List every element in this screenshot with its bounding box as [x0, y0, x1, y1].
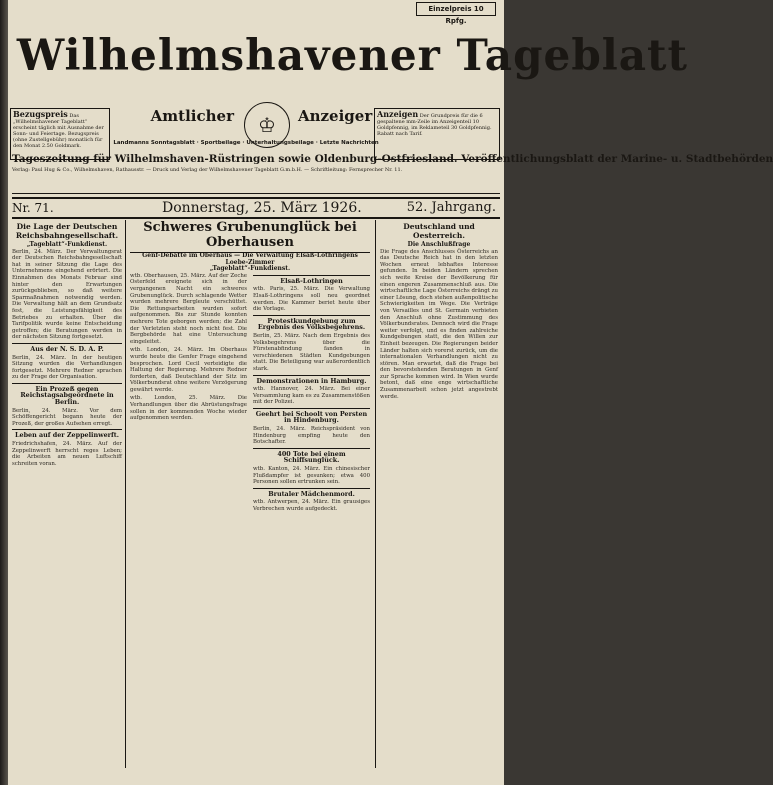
article-headline: Protestkundgebung zum Ergebnis des Volksbegehrens. [253, 315, 370, 331]
article-body: Berlin, 24. März. Reichspräsident von Hindenburg empfing heute den Botschafter. [253, 426, 370, 446]
article-body: wtb. London, 24. März. Im Oberhaus wurde heute die Genfer Frage eingehend besprochen. Lord Cecil verteidigte die Haltung der Regierung. Mehrere Redner forderten, daß Deutschland der Sitz im Völkerbundsrat ohne weitere Verzögerung gewährt werde. [130, 347, 247, 393]
ear-right-title: Anzeigen [377, 109, 419, 119]
article-subhead: Die Anschlußfrage [407, 241, 471, 248]
publisher-line: Verlag: Paul Hug & Co., Wilhelmshaven, Rathausstr. — Druck und Verlag der Wilhelmshavener Tageblatt G.m.b.H. — Schriftleitung: Fernsprecher Nr. 11. [12, 167, 500, 194]
article-headline: Deutschland und Oesterreich. [403, 222, 475, 240]
article-headline: Ein Prozeß gegen Reichstagsabgeordnete in Berlin. [12, 383, 122, 406]
tagline: Tageszeitung für Wilhelmshaven-Rüstringen sowie Oldenburg-Ostfriesland. Veröffentlichungsblatt der Marine- u. Stadtbehörden [12, 153, 773, 165]
article-body: Berlin, 24. März. In der heutigen Sitzung wurden die Verhandlungen fortgesetzt. Mehrere Redner sprachen zu der Frage der Organisation. [12, 354, 122, 381]
lead-column-right [253, 273, 370, 515]
article-body: Die Frage des Anschlusses Österreichs an das Deutsche Reich hat in den letzten Wochen erneut lebhaftes Interesse gefunden. In beiden Ländern sprechen sich weite Kreise der Bevölkerung für einen engeren Zusammenschluß aus. Die wirtschaftliche Lage Österreichs drängt zu einer Lösung, doch stehen außenpolitische Schwierigkeiten im Wege. Die Verträge von Versailles und St. Germain verbieten den Anschluß ohne Zustimmung des Völkerbundsrates. Dennoch wird die Frage weiter verfolgt, und es finden zahlreiche Kundgebungen statt, die den Willen zur Einheit bezeugen. Die Regierungen beider Länder halten sich vorerst zurück, um die internationalen Verhandlungen nicht zu stören. Man erwartet, daß die Frage bei den bevorstehenden Beratungen in Genf zur Sprache kommen wird. In Wien wurde betont, daß eine enge wirtschaftliche Zusammenarbeit schon jetzt angestrebt werde. [380, 248, 498, 400]
masthead-title: Wilhelmshavener Tageblatt [16, 31, 688, 81]
article-body: Friedrichshafen, 24. März. Auf der Zeppelinwerft herrscht reges Leben; die Arbeiten am neuen Luftschiff schreiten voran. [12, 441, 122, 467]
article-headline: Geehrt bei Schoolt von Persten in Hindenburg. [253, 408, 370, 424]
issue-number: Nr. 71. [12, 201, 54, 215]
issue-date: Donnerstag, 25. März 1926. [162, 200, 362, 216]
issue-year: 52. Jahrgang. [406, 200, 496, 215]
article-body: Berlin, 24. März. Der Verwaltungsrat der Deutschen Reichsbahngesellschaft hat in seiner Sitzung die Lage des Unternehmens eingehend erörtert. Die Einnahmen des Monats Februar sind hinter den Erwartungen zurückgeblieben, so daß weitere Sparmaßnahmen notwendig werden. Die Verwaltung hält an dem Grundsatz fest, die Leistungsfähigkeit des Betriebes zu erhalten. Über die Tarifpolitik wurde keine Entscheidung getroffen; die Beratungen werden in der nächsten Sitzung fortgesetzt. [12, 248, 122, 341]
lead-column-left [130, 273, 247, 515]
article-headline: Die Lage der Deutschen Reichsbahngesellschaft. [15, 222, 119, 240]
article-body: wtb. Paris, 25. März. Die Verwaltung Elsaß-Lothringens soll neu geordnet werden. Die Kammer beriet heute über die Vorlage. [253, 286, 370, 313]
supplements-line: Landmanns Sonntagsblatt · Sportbeilage · Unterhaltungsbeilage · Letzte Nachrichten [113, 140, 379, 146]
article-body: wtb. Kanton, 24. März. Ein chinesischer Flußdampfer ist gesunken; etwa 400 Personen sollen ertrunken sein. [253, 466, 370, 486]
dateline [12, 197, 500, 219]
article-headline: Aus der N. S. D. A. P. [12, 343, 122, 353]
column-center [130, 220, 370, 768]
ear-right-text: Der Grundpreis für die 6 gespaltene mm-Zeile im Anzeigenteil 10 Goldpfennig, im Reklameteil 30 Goldpfennig. Rabatt nach Tarif. [377, 113, 492, 137]
lead-headline: Schweres Grubenunglück bei Oberhausen [130, 220, 370, 253]
lead-subhead: Genf-Debatte im Oberhaus — Die Verwaltung Elsaß-Lothringens Loebe-Zimmer [142, 252, 358, 266]
article-headline: Brutaler Mädchenmord. [253, 488, 370, 498]
price-box: Einzelpreis 10 Rpfg. [416, 2, 496, 16]
subtitle-right: Anzeiger [298, 107, 373, 125]
column-divider [375, 220, 376, 768]
subtitle-left: Amtlicher [150, 107, 234, 125]
article-body: Berlin, 25. März. Nach dem Ergebnis des Volksbegehrens über die Fürstenabfindung fanden in verschiedenen Städten Kundgebungen statt. Die Beteiligung war außerordentlich stark. [253, 332, 370, 372]
newspaper-page [8, 0, 773, 785]
lead-columns [130, 273, 370, 515]
ear-left-text: Das „Wilhelmshavener Tageblatt“ erscheint täglich mit Ausnahme der Sonn- und Feiertage. Bezugspreis (ohne Zustellgebühr) monatlich für den Monat 2.50 Goldmark. [13, 113, 104, 149]
article-headline: Leben auf der Zeppelinwerft. [12, 429, 122, 439]
coat-of-arms-icon: ♔ [244, 102, 290, 148]
article-body: wtb. Hannover, 24. März. Bei einer Versammlung kam es zu Zusammenstößen mit der Polizei. [253, 386, 370, 406]
article-headline: Elsaß-Lothringen [253, 275, 370, 285]
article-agency: „Tageblatt“-Funkdienst. [209, 265, 291, 273]
column-divider [125, 220, 126, 768]
article-body: Berlin, 24. März. Vor dem Schöffengericht begann heute der Prozeß, der großes Aufsehen erregt. [12, 407, 122, 427]
article-body: wtb. London, 25. März. Die Verhandlungen über die Abrüstungsfrage sollen in der kommenden Woche wieder aufgenommen werden. [130, 395, 247, 422]
column-left [12, 220, 122, 768]
article-body: wtb. Oberhausen, 25. März. Auf der Zeche Osterfeld ereignete sich in der vergangenen Nacht ein schweres Grubenunglück. Durch schlagende Wetter wurden mehrere Bergleute verschüttet. Die Rettungsarbeiten wurden sofort aufgenommen. Bis zur Stunde konnten mehrere Tote geborgen werden; die Zahl der Verletzten steht noch nicht fest. Die Bergbehörde hat eine Untersuchung eingeleitet. [130, 272, 247, 345]
ear-left-title: Bezugspreis [13, 109, 68, 119]
binding-spine [0, 0, 8, 785]
article-headline: Demonstrationen in Hamburg. [253, 375, 370, 385]
column-right [380, 220, 498, 768]
article-body: wtb. Antwerpen, 24. März. Ein grausiges Verbrechen wurde aufgedeckt. [253, 499, 370, 512]
article-headline: 400 Tote bei einem Schiffsunglück. [253, 448, 370, 464]
article-agency: „Tageblatt“-Funkdienst. [26, 241, 108, 248]
